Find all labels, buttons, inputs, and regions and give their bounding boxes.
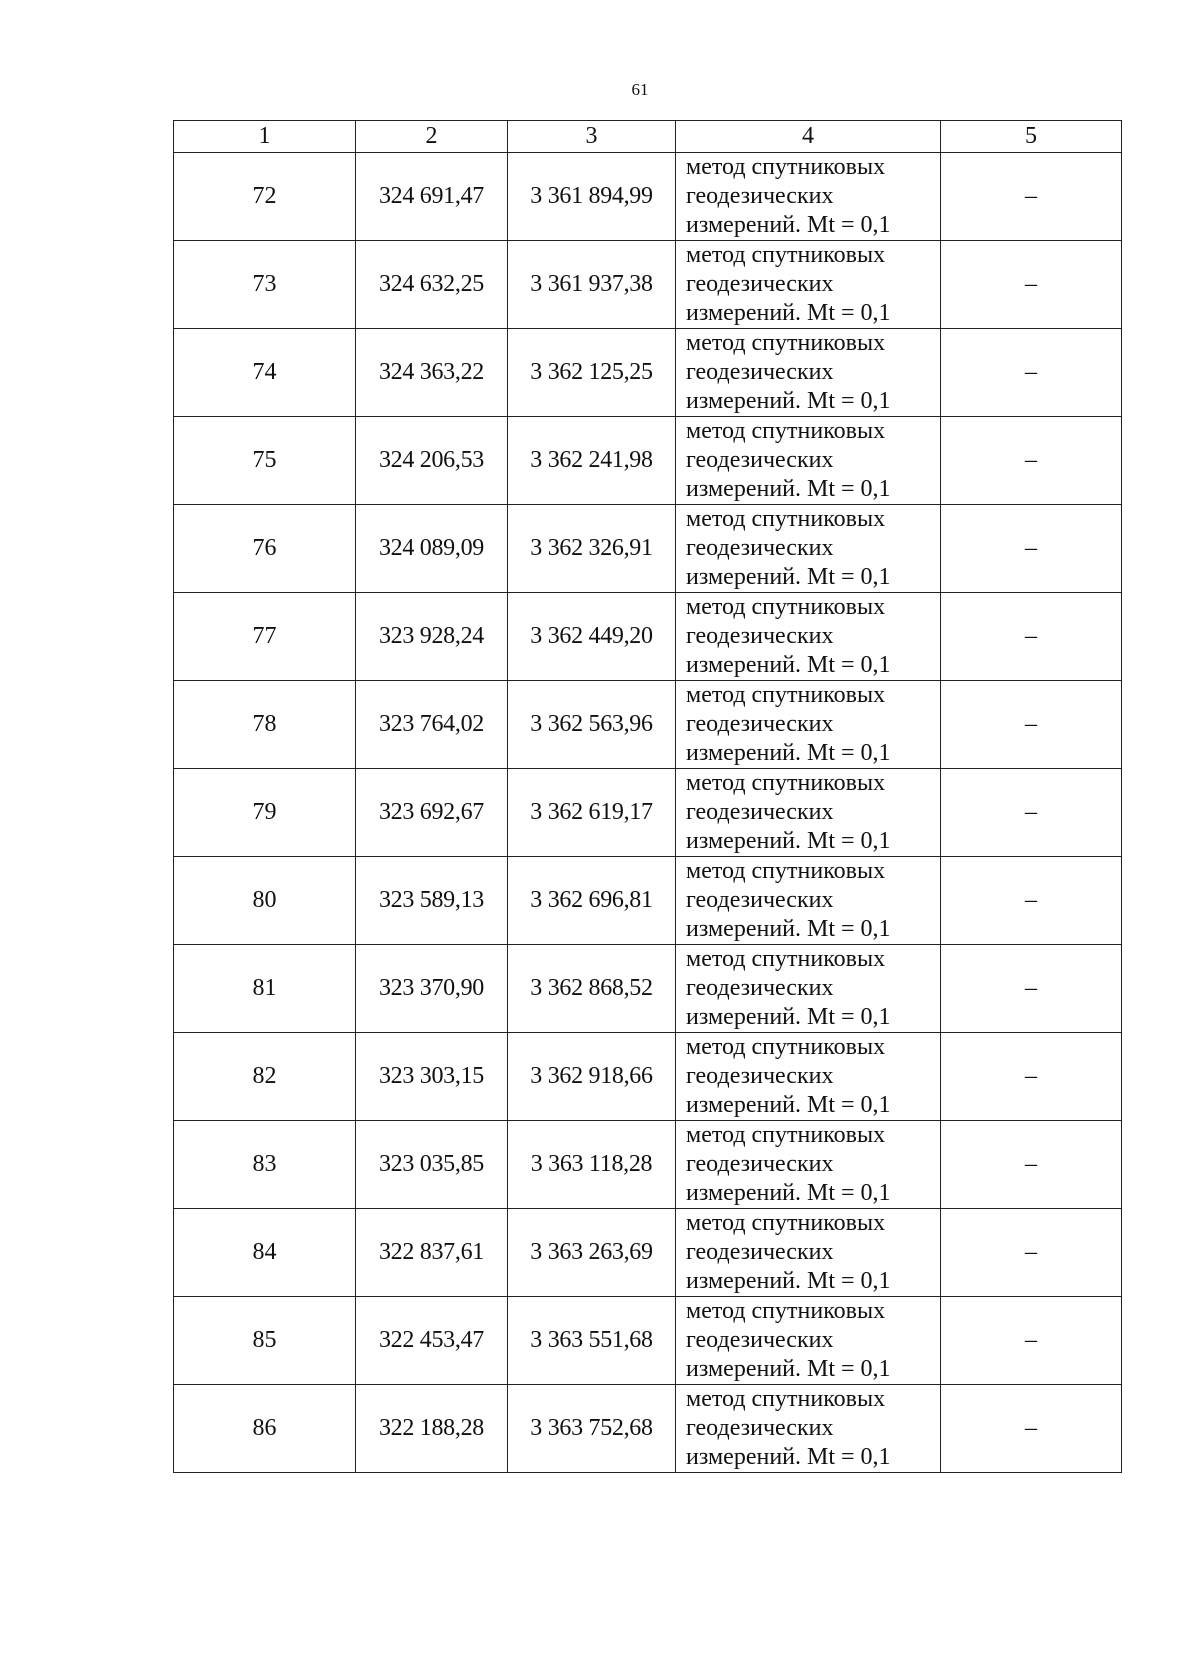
method-cell: метод спутниковых геодезических измерений. Mt = 0,1: [676, 505, 941, 593]
note-cell: –: [941, 417, 1122, 505]
table-row: [174, 505, 1122, 593]
method-cell: метод спутниковых геодезических измерений. Mt = 0,1: [676, 1385, 941, 1473]
coord-x-cell: 324 363,22: [356, 329, 508, 417]
point-number-cell: 84: [174, 1209, 356, 1297]
table-row: [174, 1297, 1122, 1385]
note-cell: –: [941, 857, 1122, 945]
coord-x-cell: 323 589,13: [356, 857, 508, 945]
method-cell: метод спутниковых геодезических измерений. Mt = 0,1: [676, 857, 941, 945]
note-cell: –: [941, 593, 1122, 681]
table-row: [174, 241, 1122, 329]
coord-y-cell: 3 362 696,81: [508, 857, 676, 945]
table-row: [174, 1121, 1122, 1209]
point-number-cell: 74: [174, 329, 356, 417]
coordinates-table: [173, 120, 1122, 1473]
coord-x-cell: 323 928,24: [356, 593, 508, 681]
coord-y-cell: 3 363 118,28: [508, 1121, 676, 1209]
point-number-cell: 73: [174, 241, 356, 329]
coord-x-cell: 324 089,09: [356, 505, 508, 593]
note-cell: –: [941, 329, 1122, 417]
point-number-cell: 76: [174, 505, 356, 593]
coord-x-cell: 323 764,02: [356, 681, 508, 769]
coord-y-cell: 3 363 263,69: [508, 1209, 676, 1297]
coord-y-cell: 3 361 894,99: [508, 153, 676, 241]
point-number-cell: 83: [174, 1121, 356, 1209]
table-row: [174, 1385, 1122, 1473]
note-cell: –: [941, 1121, 1122, 1209]
coord-x-cell: 323 303,15: [356, 1033, 508, 1121]
header-col-1: 1: [174, 121, 356, 153]
coord-y-cell: 3 362 449,20: [508, 593, 676, 681]
method-cell: метод спутниковых геодезических измерений. Mt = 0,1: [676, 593, 941, 681]
header-col-3: 3: [508, 121, 676, 153]
note-cell: –: [941, 1209, 1122, 1297]
table-row: [174, 1033, 1122, 1121]
coord-y-cell: 3 362 326,91: [508, 505, 676, 593]
method-cell: метод спутниковых геодезических измерений. Mt = 0,1: [676, 241, 941, 329]
coord-y-cell: 3 362 918,66: [508, 1033, 676, 1121]
point-number-cell: 78: [174, 681, 356, 769]
coord-x-cell: 324 206,53: [356, 417, 508, 505]
header-row: [174, 121, 1122, 153]
note-cell: –: [941, 153, 1122, 241]
note-cell: –: [941, 1385, 1122, 1473]
table-row: [174, 857, 1122, 945]
table-row: [174, 1209, 1122, 1297]
note-cell: –: [941, 681, 1122, 769]
coord-y-cell: 3 362 563,96: [508, 681, 676, 769]
note-cell: –: [941, 769, 1122, 857]
coord-y-cell: 3 363 752,68: [508, 1385, 676, 1473]
method-cell: метод спутниковых геодезических измерений. Mt = 0,1: [676, 1121, 941, 1209]
coord-y-cell: 3 363 551,68: [508, 1297, 676, 1385]
table-row: [174, 681, 1122, 769]
header-col-5: 5: [941, 121, 1122, 153]
coord-x-cell: 323 035,85: [356, 1121, 508, 1209]
table-row: [174, 329, 1122, 417]
method-cell: метод спутниковых геодезических измерений. Mt = 0,1: [676, 681, 941, 769]
note-cell: –: [941, 1033, 1122, 1121]
coord-x-cell: 322 188,28: [356, 1385, 508, 1473]
note-cell: –: [941, 1297, 1122, 1385]
point-number-cell: 86: [174, 1385, 356, 1473]
note-cell: –: [941, 505, 1122, 593]
coord-x-cell: 323 692,67: [356, 769, 508, 857]
point-number-cell: 75: [174, 417, 356, 505]
coord-x-cell: 324 691,47: [356, 153, 508, 241]
method-cell: метод спутниковых геодезических измерений. Mt = 0,1: [676, 417, 941, 505]
table-row: [174, 769, 1122, 857]
table-row: [174, 945, 1122, 1033]
coord-x-cell: 322 837,61: [356, 1209, 508, 1297]
note-cell: –: [941, 241, 1122, 329]
point-number-cell: 81: [174, 945, 356, 1033]
method-cell: метод спутниковых геодезических измерений. Mt = 0,1: [676, 1297, 941, 1385]
header-col-4: 4: [676, 121, 941, 153]
method-cell: метод спутниковых геодезических измерений. Mt = 0,1: [676, 1209, 941, 1297]
coord-x-cell: 323 370,90: [356, 945, 508, 1033]
point-number-cell: 85: [174, 1297, 356, 1385]
method-cell: метод спутниковых геодезических измерений. Mt = 0,1: [676, 329, 941, 417]
header-col-2: 2: [356, 121, 508, 153]
point-number-cell: 77: [174, 593, 356, 681]
method-cell: метод спутниковых геодезических измерений. Mt = 0,1: [676, 769, 941, 857]
method-cell: метод спутниковых геодезических измерений. Mt = 0,1: [676, 945, 941, 1033]
table-row: [174, 593, 1122, 681]
coord-x-cell: 322 453,47: [356, 1297, 508, 1385]
coord-x-cell: 324 632,25: [356, 241, 508, 329]
table-body: [174, 153, 1122, 1473]
point-number-cell: 80: [174, 857, 356, 945]
coord-y-cell: 3 362 125,25: [508, 329, 676, 417]
note-cell: –: [941, 945, 1122, 1033]
page-number: 61: [631, 80, 649, 99]
coord-y-cell: 3 362 619,17: [508, 769, 676, 857]
point-number-cell: 79: [174, 769, 356, 857]
method-cell: метод спутниковых геодезических измерений. Mt = 0,1: [676, 153, 941, 241]
coord-y-cell: 3 362 241,98: [508, 417, 676, 505]
point-number-cell: 82: [174, 1033, 356, 1121]
coord-y-cell: 3 361 937,38: [508, 241, 676, 329]
coord-y-cell: 3 362 868,52: [508, 945, 676, 1033]
table-header: [174, 121, 1122, 153]
point-number-cell: 72: [174, 153, 356, 241]
table-row: [174, 153, 1122, 241]
method-cell: метод спутниковых геодезических измерений. Mt = 0,1: [676, 1033, 941, 1121]
table-row: [174, 417, 1122, 505]
